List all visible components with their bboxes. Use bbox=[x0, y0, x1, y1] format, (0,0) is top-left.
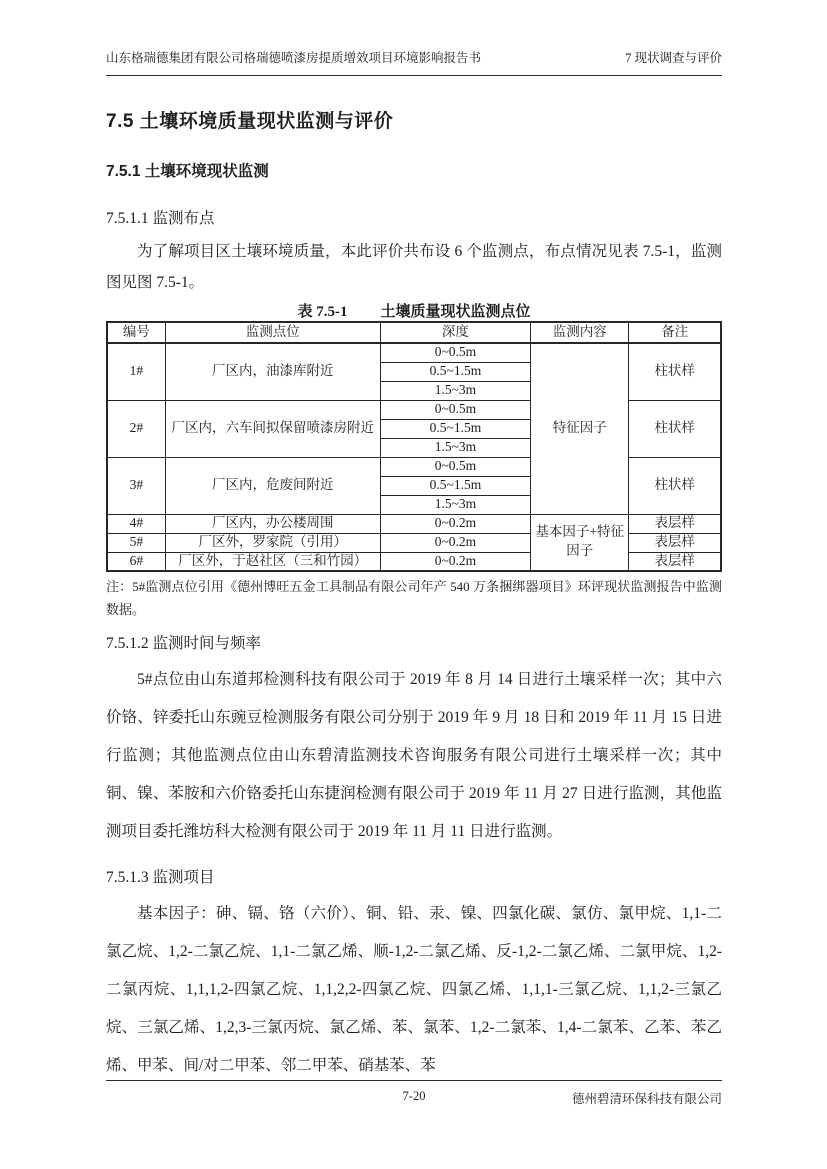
section-heading-7-5-1: 7.5.1 土壤环境现状监测 bbox=[106, 163, 269, 180]
table-row-5 bbox=[107, 533, 721, 552]
note-cell: 柱状样 bbox=[629, 457, 721, 514]
note-cell: 柱状样 bbox=[629, 400, 721, 457]
table-header-row bbox=[107, 322, 721, 343]
document-body bbox=[106, 96, 722, 1085]
content-group-cell: 基本因子+特征因子 bbox=[531, 514, 629, 571]
depth-cell: 0~0.5m bbox=[380, 343, 530, 362]
page-number: 7-20 bbox=[402, 1089, 426, 1103]
location-cell: 厂区内，油漆库附近 bbox=[165, 343, 380, 400]
page-header bbox=[106, 48, 722, 66]
point-id-cell: 3# bbox=[107, 457, 165, 514]
table-caption bbox=[106, 300, 722, 321]
point-id-cell: 1# bbox=[107, 343, 165, 400]
depth-cell: 0~0.5m bbox=[380, 400, 530, 419]
table-caption-title: 土壤质量现状监测点位 bbox=[380, 304, 531, 320]
table-row-3 bbox=[107, 457, 721, 476]
point-id-cell: 4# bbox=[107, 514, 165, 533]
location-cell: 厂区外，罗家院（引用） bbox=[165, 533, 380, 552]
col-header-location: 监测点位 bbox=[165, 322, 380, 343]
point-id-cell: 5# bbox=[107, 533, 165, 552]
point-id-cell: 2# bbox=[107, 400, 165, 457]
monitoring-points-table bbox=[106, 321, 722, 572]
location-cell: 厂区内，危废间附近 bbox=[165, 457, 380, 514]
depth-cell: 0~0.2m bbox=[380, 514, 530, 533]
section-heading-7-5-1-2: 7.5.1.2 监测时间与频率 bbox=[106, 635, 262, 652]
content-group-cell: 特征因子 bbox=[531, 343, 629, 514]
section-heading-7-5: 7.5 土壤环境质量现状监测与评价 bbox=[106, 111, 394, 132]
depth-cell: 0~0.5m bbox=[380, 457, 530, 476]
header-report-title: 山东格瑞德集团有限公司格瑞德喷漆房提质增效项目环境影响报告书 bbox=[106, 51, 482, 65]
depth-cell: 0.5~1.5m bbox=[380, 362, 530, 381]
note-cell: 柱状样 bbox=[629, 343, 721, 400]
page-footer bbox=[106, 1089, 722, 1107]
footer-company: 德州碧清环保科技有限公司 bbox=[571, 1092, 722, 1106]
table-row-1 bbox=[107, 343, 721, 362]
depth-cell: 0~0.2m bbox=[380, 533, 530, 552]
note-cell: 表层样 bbox=[629, 514, 721, 533]
note-cell: 表层样 bbox=[629, 533, 721, 552]
section-heading-7-5-1-1: 7.5.1.1 监测布点 bbox=[106, 210, 215, 227]
table-row-2 bbox=[107, 400, 721, 419]
header-rule bbox=[106, 75, 722, 76]
location-cell: 厂区内，六车间拟保留喷漆房附近 bbox=[165, 400, 380, 457]
depth-cell: 1.5~3m bbox=[380, 381, 530, 400]
depth-cell: 1.5~3m bbox=[380, 438, 530, 457]
col-header-note: 备注 bbox=[629, 322, 721, 343]
col-header-depth: 深度 bbox=[380, 322, 530, 343]
depth-cell: 1.5~3m bbox=[380, 495, 530, 514]
col-header-content: 监测内容 bbox=[531, 322, 629, 343]
table-row-6 bbox=[107, 552, 721, 571]
col-header-id: 编号 bbox=[107, 322, 165, 343]
point-id-cell: 6# bbox=[107, 552, 165, 571]
footer-rule bbox=[106, 1080, 722, 1081]
depth-cell: 0~0.2m bbox=[380, 552, 530, 571]
depth-cell: 0.5~1.5m bbox=[380, 419, 530, 438]
location-cell: 厂区内，办公楼周围 bbox=[165, 514, 380, 533]
paragraph-monitoring-layout: 为了解项目区土壤环境质量，本此评价共布设 6 个监测点，布点情况见表 7.5-1，监测图见图 7.5-1。 bbox=[106, 243, 722, 291]
location-cell: 厂区外，于赵社区（三和竹园） bbox=[165, 552, 380, 571]
paragraph-monitoring-time: 5#点位由山东道邦检测科技有限公司于 2019 年 8 月 14 日进行土壤采样一次；其中六价铬、锌委托山东豌豆检测服务有限公司分别于 2019 年 9 月 18 日和 2019 年 11 月 15 日进行监测；其他监测点位由山东碧清监测技术咨询服务有限公司进行土壤采样一次；其中铜、镍、苯胺和六价铬委托山东捷润检测有限公司于 2019 年 11 月 27 日进行监测，其他监测项目委托潍坊科大检测有限公司于 2019 年 11 月 11 日进行监测。 bbox=[106, 671, 722, 840]
note-cell: 表层样 bbox=[629, 552, 721, 571]
table-row-4 bbox=[107, 514, 721, 533]
section-heading-7-5-1-3: 7.5.1.3 监测项目 bbox=[106, 869, 215, 886]
depth-cell: 0.5~1.5m bbox=[380, 476, 530, 495]
table-footnote: 注：5#监测点位引用《德州博旺五金工具制品有限公司年产 540 万条捆绑器项目》环评现状监测报告中监测数据。 bbox=[106, 579, 722, 617]
paragraph-monitoring-items: 基本因子：砷、镉、铬（六价）、铜、铅、汞、镍、四氯化碳、氯仿、氯甲烷、1,1-二氯乙烷、1,2-二氯乙烷、1,1-二氯乙烯、顺-1,2-二氯乙烯、反-1,2-二氯乙烯、二氯甲烷、1,2-二氯丙烷、1,1,1,2-四氯乙烷、1,1,2,2-四氯乙烷、四氯乙烯、1,1,1-三氯乙烷、1,1,2-三氯乙烷、三氯乙烯、1,2,3-三氯丙烷、氯乙烯、苯、氯苯、1,2-二氯苯、1,4-二氯苯、乙苯、苯乙烯、甲苯、间/对二甲苯、邻二甲苯、硝基苯、苯 bbox=[106, 905, 722, 1074]
header-chapter-title: 7 现状调查与评价 bbox=[625, 51, 722, 65]
table-caption-label: 表 7.5-1 bbox=[297, 304, 348, 320]
